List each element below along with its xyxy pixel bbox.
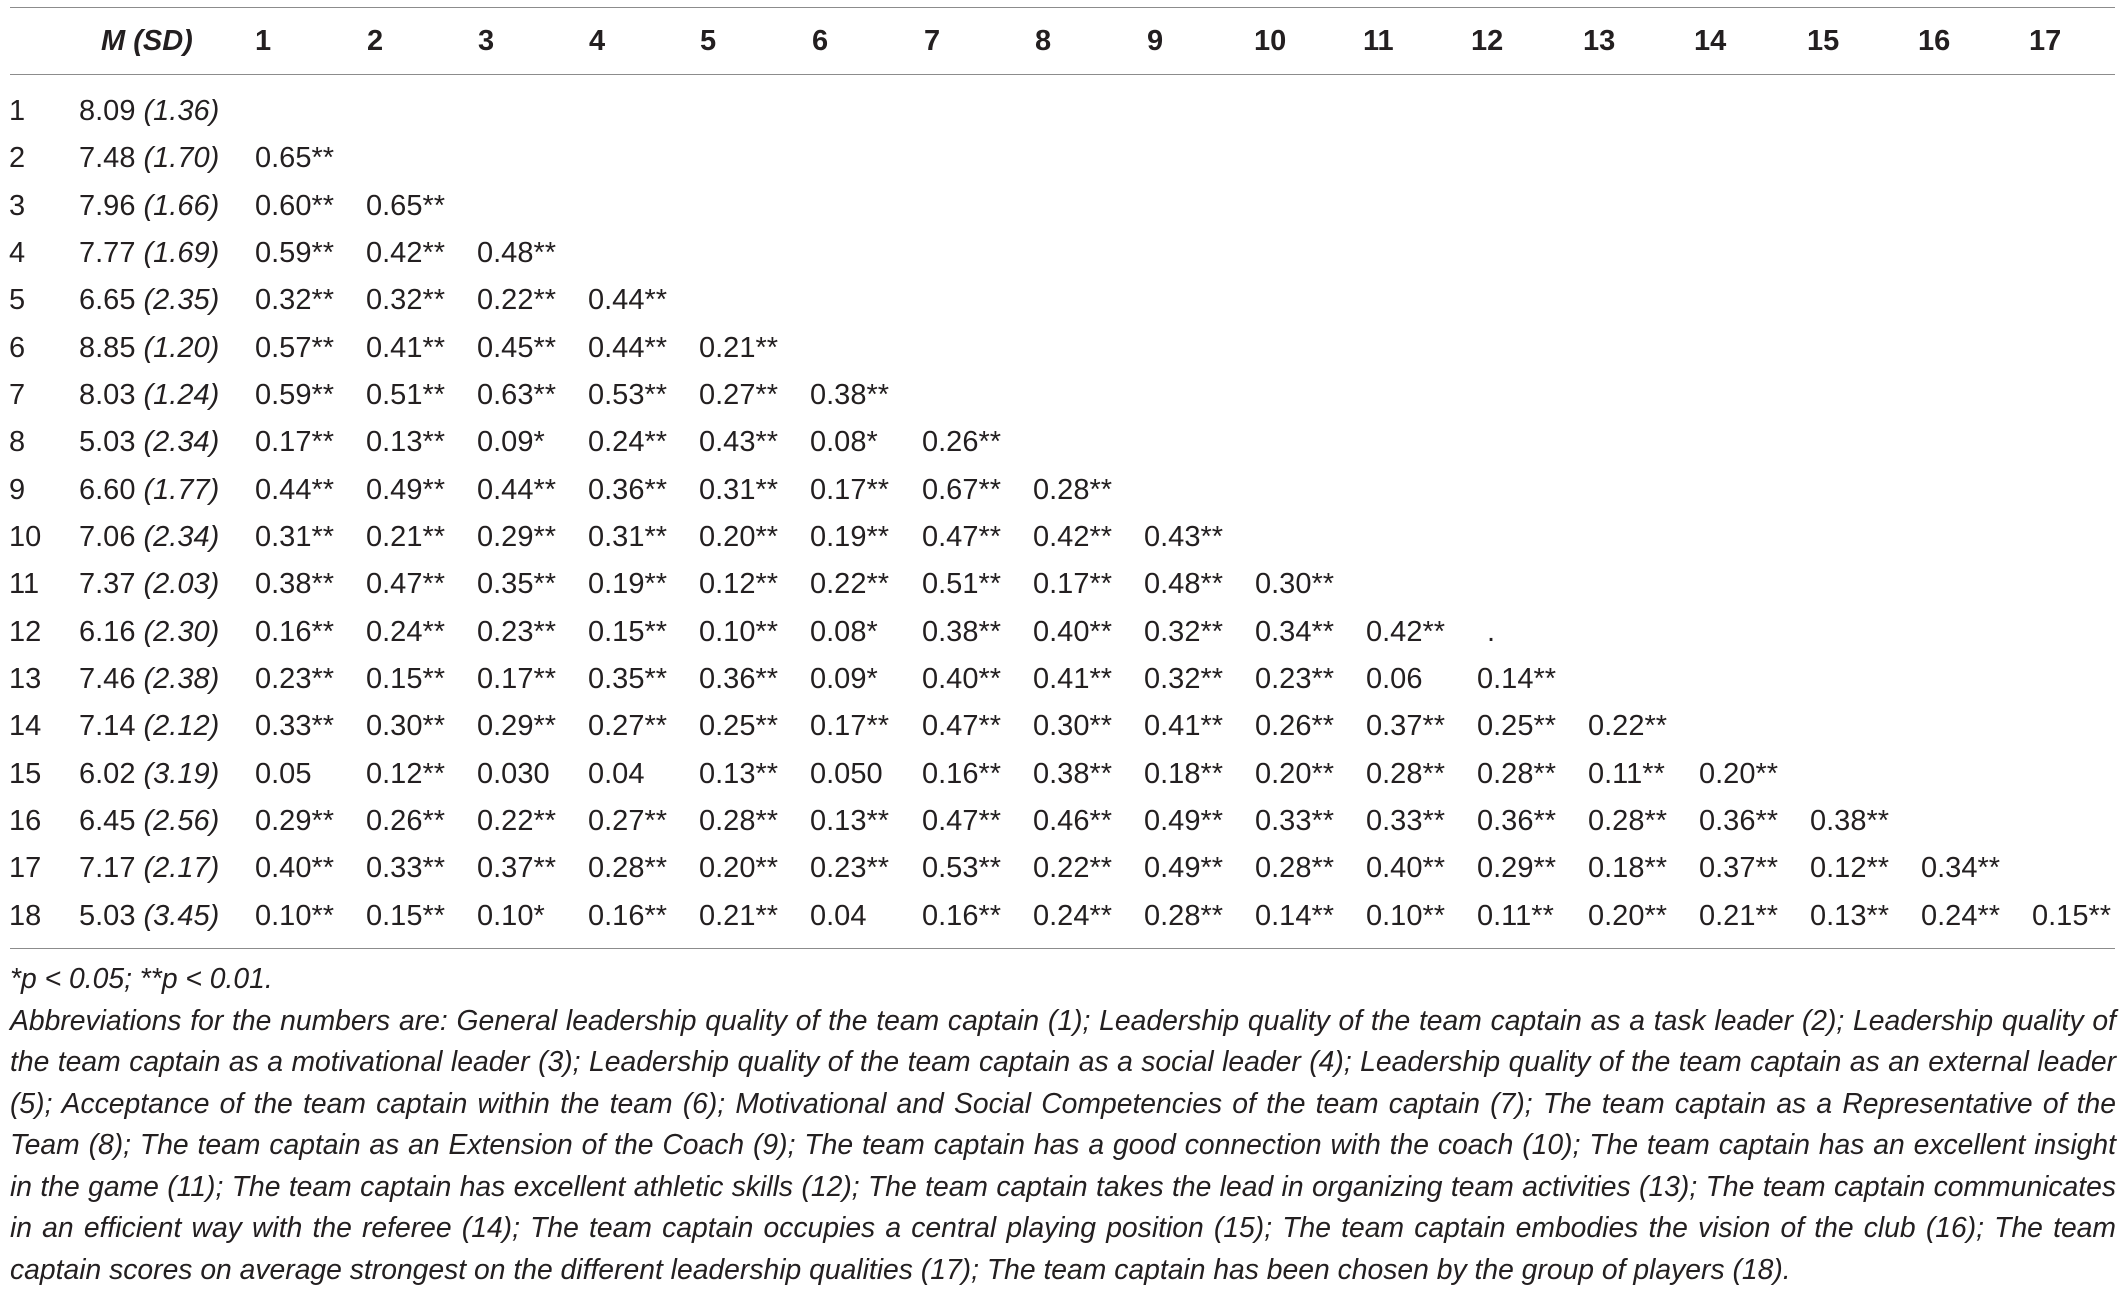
correlation-cell: 0.41** xyxy=(1033,661,1112,697)
row-label: 13 xyxy=(9,661,41,697)
mean-value: 8.85 xyxy=(79,332,135,364)
correlation-cell: 0.29** xyxy=(255,803,334,839)
correlation-cell: 0.13** xyxy=(810,803,889,839)
correlation-cell: 0.24** xyxy=(588,424,667,460)
correlation-cell: 0.36** xyxy=(1477,803,1556,839)
correlation-cell: 0.37** xyxy=(477,850,556,886)
correlation-cell: 0.36** xyxy=(699,661,778,697)
sd-value: (1.36) xyxy=(144,95,220,127)
correlation-cell: 0.14** xyxy=(1255,898,1334,934)
correlation-cell: 0.23** xyxy=(477,614,556,650)
row-label: 7 xyxy=(9,377,25,413)
mean-value: 8.09 xyxy=(79,95,135,127)
correlation-cell: 0.09* xyxy=(477,424,545,460)
table-bottom-rule xyxy=(10,948,2115,949)
correlation-cell: 0.34** xyxy=(1255,614,1334,650)
correlation-cell: 0.28** xyxy=(588,850,667,886)
correlation-cell: 0.16** xyxy=(255,614,334,650)
correlation-cell: 0.20** xyxy=(1588,898,1667,934)
row-label: 18 xyxy=(9,898,41,934)
correlation-cell: 0.60** xyxy=(255,188,334,224)
mean-value: 7.37 xyxy=(79,568,135,600)
correlation-cell: 0.33** xyxy=(366,850,445,886)
correlation-cell: 0.13** xyxy=(366,424,445,460)
mean-sd-cell xyxy=(79,377,219,413)
correlation-cell: . xyxy=(1487,614,1495,650)
correlation-cell: 0.29** xyxy=(477,708,556,744)
mean-value: 7.48 xyxy=(79,142,135,174)
correlation-cell: 0.40** xyxy=(922,661,1001,697)
sd-value: (2.17) xyxy=(144,852,220,884)
mean-value: 6.16 xyxy=(79,616,135,648)
correlation-cell: 0.42** xyxy=(1033,519,1112,555)
correlation-cell: 0.38** xyxy=(255,566,334,602)
mean-value: 6.45 xyxy=(79,805,135,837)
correlation-cell: 0.53** xyxy=(922,850,1001,886)
column-header-17: 17 xyxy=(2029,23,2061,59)
correlation-cell: 0.35** xyxy=(588,661,667,697)
correlation-cell: 0.47** xyxy=(922,803,1001,839)
correlation-cell: 0.13** xyxy=(1810,898,1889,934)
mean-value: 6.60 xyxy=(79,474,135,506)
correlation-cell: 0.23** xyxy=(810,850,889,886)
mean-sd-cell xyxy=(79,519,219,555)
correlation-cell: 0.19** xyxy=(810,519,889,555)
column-header-7: 7 xyxy=(924,23,940,59)
mean-value: 6.02 xyxy=(79,758,135,790)
correlation-cell: 0.12** xyxy=(1810,850,1889,886)
correlation-cell: 0.33** xyxy=(1255,803,1334,839)
correlation-cell: 0.47** xyxy=(922,519,1001,555)
correlation-cell: 0.21** xyxy=(699,330,778,366)
sd-value: (2.35) xyxy=(144,284,220,316)
mean-sd-cell xyxy=(79,614,219,650)
correlation-cell: 0.04 xyxy=(588,756,644,792)
row-label: 8 xyxy=(9,424,25,460)
correlation-cell: 0.10** xyxy=(1366,898,1445,934)
correlation-cell: 0.51** xyxy=(922,566,1001,602)
row-label: 3 xyxy=(9,188,25,224)
column-header-1: 1 xyxy=(255,23,271,59)
table-notes xyxy=(10,958,2116,1290)
correlation-cell: 0.19** xyxy=(588,566,667,602)
sd-value: (2.34) xyxy=(144,426,220,458)
correlation-cell: 0.16** xyxy=(922,756,1001,792)
correlation-cell: 0.05 xyxy=(255,756,311,792)
correlation-cell: 0.32** xyxy=(366,282,445,318)
row-label: 17 xyxy=(9,850,41,886)
correlation-cell: 0.15** xyxy=(2032,898,2111,934)
mean-sd-cell xyxy=(79,661,219,697)
correlation-cell: 0.51** xyxy=(366,377,445,413)
correlation-cell: 0.21** xyxy=(1699,898,1778,934)
correlation-cell: 0.47** xyxy=(366,566,445,602)
column-header-9: 9 xyxy=(1147,23,1163,59)
row-label: 6 xyxy=(9,330,25,366)
correlation-cell: 0.28** xyxy=(1144,898,1223,934)
correlation-cell: 0.22** xyxy=(477,803,556,839)
correlation-cell: 0.48** xyxy=(1144,566,1223,602)
correlation-cell: 0.17** xyxy=(255,424,334,460)
correlation-cell: 0.67** xyxy=(922,472,1001,508)
correlation-cell: 0.10** xyxy=(699,614,778,650)
correlation-cell: 0.13** xyxy=(699,756,778,792)
correlation-cell: 0.23** xyxy=(1255,661,1334,697)
sd-value: (1.69) xyxy=(144,237,220,269)
correlation-cell: 0.17** xyxy=(810,708,889,744)
column-header-13: 13 xyxy=(1583,23,1615,59)
mean-sd-cell xyxy=(79,282,219,318)
significance-footnote: *p < 0.05; **p < 0.01. xyxy=(10,958,2116,1000)
correlation-cell: 0.10** xyxy=(255,898,334,934)
correlation-cell: 0.45** xyxy=(477,330,556,366)
row-label: 11 xyxy=(9,566,39,602)
correlation-cell: 0.27** xyxy=(588,708,667,744)
row-label: 9 xyxy=(9,472,25,508)
table-top-rule xyxy=(10,7,2115,8)
correlation-cell: 0.20** xyxy=(699,519,778,555)
sd-value: (2.56) xyxy=(144,805,220,837)
correlation-cell: 0.16** xyxy=(588,898,667,934)
column-header-6: 6 xyxy=(812,23,828,59)
correlation-cell: 0.43** xyxy=(1144,519,1223,555)
correlation-cell: 0.15** xyxy=(366,661,445,697)
row-label: 15 xyxy=(9,756,41,792)
correlation-cell: 0.24** xyxy=(1921,898,2000,934)
sd-value: (1.66) xyxy=(144,190,220,222)
correlation-cell: 0.30** xyxy=(1255,566,1334,602)
correlation-cell: 0.25** xyxy=(1477,708,1556,744)
correlation-cell: 0.36** xyxy=(1699,803,1778,839)
column-header-2: 2 xyxy=(367,23,383,59)
correlation-cell: 0.17** xyxy=(477,661,556,697)
column-header-15: 15 xyxy=(1807,23,1839,59)
sd-value: (3.45) xyxy=(144,900,220,932)
mean-value: 7.17 xyxy=(79,852,135,884)
correlation-cell: 0.22** xyxy=(810,566,889,602)
correlation-cell: 0.33** xyxy=(1366,803,1445,839)
correlation-cell: 0.29** xyxy=(477,519,556,555)
correlation-cell: 0.14** xyxy=(1477,661,1556,697)
correlation-cell: 0.28** xyxy=(1255,850,1334,886)
correlation-cell: 0.36** xyxy=(588,472,667,508)
sd-value: (3.19) xyxy=(144,758,220,790)
correlation-cell: 0.17** xyxy=(810,472,889,508)
correlation-cell: 0.21** xyxy=(699,898,778,934)
correlation-cell: 0.35** xyxy=(477,566,556,602)
correlation-cell: 0.11** xyxy=(1588,756,1665,792)
mean-sd-cell xyxy=(79,708,219,744)
correlation-cell: 0.21** xyxy=(366,519,445,555)
mean-value: 7.06 xyxy=(79,521,135,553)
correlation-cell: 0.42** xyxy=(366,235,445,271)
correlation-cell: 0.15** xyxy=(588,614,667,650)
column-header-4: 4 xyxy=(589,23,605,59)
correlation-cell: 0.09* xyxy=(810,661,878,697)
correlation-cell: 0.32** xyxy=(1144,614,1223,650)
correlation-cell: 0.31** xyxy=(699,472,778,508)
correlation-cell: 0.65** xyxy=(366,188,445,224)
column-header-14: 14 xyxy=(1694,23,1726,59)
correlation-cell: 0.38** xyxy=(1810,803,1889,839)
correlation-cell: 0.65** xyxy=(255,140,334,176)
correlation-cell: 0.41** xyxy=(1144,708,1223,744)
correlation-cell: 0.47** xyxy=(922,708,1001,744)
mean-sd-cell xyxy=(79,140,219,176)
mean-value: 8.03 xyxy=(79,379,135,411)
correlation-cell: 0.57** xyxy=(255,330,334,366)
correlation-cell: 0.41** xyxy=(366,330,445,366)
correlation-cell: 0.20** xyxy=(1699,756,1778,792)
mean-sd-cell xyxy=(79,566,219,602)
correlation-cell: 0.29** xyxy=(1477,850,1556,886)
correlation-cell: 0.37** xyxy=(1366,708,1445,744)
correlation-cell: 0.48** xyxy=(477,235,556,271)
correlation-cell: 0.33** xyxy=(255,708,334,744)
sd-value: (2.03) xyxy=(144,568,220,600)
table-header-rule xyxy=(10,74,2115,75)
row-label: 2 xyxy=(9,140,25,176)
sd-value: (2.30) xyxy=(144,616,220,648)
sd-value: (1.24) xyxy=(144,379,220,411)
correlation-cell: 0.53** xyxy=(588,377,667,413)
correlation-cell: 0.46** xyxy=(1033,803,1112,839)
mean-sd-cell xyxy=(79,188,219,224)
correlation-cell: 0.24** xyxy=(366,614,445,650)
correlation-cell: 0.28** xyxy=(1588,803,1667,839)
correlation-cell: 0.18** xyxy=(1144,756,1223,792)
correlation-cell: 0.49** xyxy=(1144,850,1223,886)
row-label: 16 xyxy=(9,803,41,839)
mean-sd-cell xyxy=(79,756,219,792)
correlation-cell: 0.40** xyxy=(1366,850,1445,886)
row-label: 12 xyxy=(9,614,41,650)
correlation-cell: 0.28** xyxy=(1477,756,1556,792)
correlation-cell: 0.15** xyxy=(366,898,445,934)
correlation-cell: 0.28** xyxy=(1033,472,1112,508)
correlation-cell: 0.22** xyxy=(477,282,556,318)
correlation-cell: 0.20** xyxy=(1255,756,1334,792)
correlation-cell: 0.34** xyxy=(1921,850,2000,886)
correlation-cell: 0.49** xyxy=(1144,803,1223,839)
mean-value: 7.96 xyxy=(79,190,135,222)
correlation-cell: 0.12** xyxy=(699,566,778,602)
column-header-8: 8 xyxy=(1035,23,1051,59)
header-msd: M (SD) xyxy=(101,23,193,59)
column-header-5: 5 xyxy=(700,23,716,59)
correlation-cell: 0.31** xyxy=(255,519,334,555)
correlation-cell: 0.08* xyxy=(810,614,878,650)
correlation-cell: 0.44** xyxy=(588,282,667,318)
correlation-cell: 0.050 xyxy=(810,756,883,792)
correlation-cell: 0.11** xyxy=(1477,898,1554,934)
correlation-cell: 0.04 xyxy=(810,898,866,934)
mean-value: 5.03 xyxy=(79,900,135,932)
correlation-cell: 0.22** xyxy=(1033,850,1112,886)
sd-value: (2.38) xyxy=(144,663,220,695)
correlation-cell: 0.40** xyxy=(1033,614,1112,650)
correlation-cell: 0.44** xyxy=(588,330,667,366)
correlation-cell: 0.59** xyxy=(255,235,334,271)
mean-value: 6.65 xyxy=(79,284,135,316)
correlation-cell: 0.12** xyxy=(366,756,445,792)
correlation-cell: 0.32** xyxy=(255,282,334,318)
correlation-cell: 0.38** xyxy=(1033,756,1112,792)
correlation-cell: 0.38** xyxy=(810,377,889,413)
correlation-cell: 0.32** xyxy=(1144,661,1223,697)
mean-sd-cell xyxy=(79,424,219,460)
mean-value: 7.14 xyxy=(79,710,135,742)
correlation-cell: 0.30** xyxy=(366,708,445,744)
correlation-cell: 0.17** xyxy=(1033,566,1112,602)
correlation-cell: 0.18** xyxy=(1588,850,1667,886)
correlation-cell: 0.28** xyxy=(1366,756,1445,792)
correlation-cell: 0.26** xyxy=(366,803,445,839)
correlation-cell: 0.16** xyxy=(922,898,1001,934)
sd-value: (2.34) xyxy=(144,521,220,553)
mean-value: 7.46 xyxy=(79,663,135,695)
correlation-cell: 0.23** xyxy=(255,661,334,697)
correlation-cell: 0.25** xyxy=(699,708,778,744)
correlation-cell: 0.10* xyxy=(477,898,545,934)
correlation-cell: 0.27** xyxy=(588,803,667,839)
correlation-cell: 0.43** xyxy=(699,424,778,460)
correlation-cell: 0.38** xyxy=(922,614,1001,650)
column-header-11: 11 xyxy=(1363,23,1394,59)
mean-sd-cell xyxy=(79,898,219,934)
correlation-cell: 0.08* xyxy=(810,424,878,460)
column-header-12: 12 xyxy=(1471,23,1503,59)
correlation-cell: 0.26** xyxy=(1255,708,1334,744)
row-label: 5 xyxy=(9,282,25,318)
correlation-cell: 0.06 xyxy=(1366,661,1422,697)
correlation-cell: 0.20** xyxy=(699,850,778,886)
mean-sd-cell xyxy=(79,235,219,271)
mean-sd-cell xyxy=(79,850,219,886)
correlation-cell: 0.030 xyxy=(477,756,550,792)
correlation-cell: 0.44** xyxy=(255,472,334,508)
sd-value: (1.77) xyxy=(144,474,220,506)
row-label: 1 xyxy=(9,93,25,129)
correlation-cell: 0.49** xyxy=(366,472,445,508)
mean-sd-cell xyxy=(79,330,219,366)
correlation-cell: 0.59** xyxy=(255,377,334,413)
correlation-cell: 0.31** xyxy=(588,519,667,555)
sd-value: (1.20) xyxy=(144,332,220,364)
correlation-cell: 0.42** xyxy=(1366,614,1445,650)
correlation-cell: 0.44** xyxy=(477,472,556,508)
abbreviations-footnote: Abbreviations for the numbers are: General leadership quality of the team captain (1); Leadership quality of the team captain as a task leader (2); Leadership quality of the team captain as a motivational leader (3); Leadership quality of the team captain as a social leader (4); Leadership quality of the team captain as an external leader (5); Acceptance of the team captain within the team (6); Motivational and Social Competencies of the team captain (7); The team captain as a Representative of the Team (8); The team captain as an Extension of the Coach (9); The team captain has a good connection with the coach (10); The team captain has an excellent insight in the game (11); The team captain has excellent athletic skills (12); The team captain takes the lead in organizing team activities (13); The team captain communicates in an efficient way with the referee (14); The team captain occupies a central playing position (15); The team captain embodies the vision of the club (16); The team captain scores on average strongest on the different leadership qualities (17); The team captain has been chosen by the group of players (18). xyxy=(10,1000,2116,1290)
correlation-cell: 0.63** xyxy=(477,377,556,413)
column-header-10: 10 xyxy=(1254,23,1286,59)
sd-value: (1.70) xyxy=(144,142,220,174)
row-label: 10 xyxy=(9,519,41,555)
correlation-cell: 0.26** xyxy=(922,424,1001,460)
mean-sd-cell xyxy=(79,472,219,508)
mean-value: 7.77 xyxy=(79,237,135,269)
row-label: 14 xyxy=(9,708,41,744)
correlation-cell: 0.28** xyxy=(699,803,778,839)
mean-value: 5.03 xyxy=(79,426,135,458)
correlation-cell: 0.22** xyxy=(1588,708,1667,744)
correlation-cell: 0.27** xyxy=(699,377,778,413)
correlation-cell: 0.40** xyxy=(255,850,334,886)
mean-sd-cell xyxy=(79,93,219,129)
correlation-cell: 0.30** xyxy=(1033,708,1112,744)
correlation-cell: 0.24** xyxy=(1033,898,1112,934)
sd-value: (2.12) xyxy=(144,710,220,742)
column-header-16: 16 xyxy=(1918,23,1950,59)
mean-sd-cell xyxy=(79,803,219,839)
column-header-3: 3 xyxy=(478,23,494,59)
correlation-cell: 0.37** xyxy=(1699,850,1778,886)
row-label: 4 xyxy=(9,235,25,271)
